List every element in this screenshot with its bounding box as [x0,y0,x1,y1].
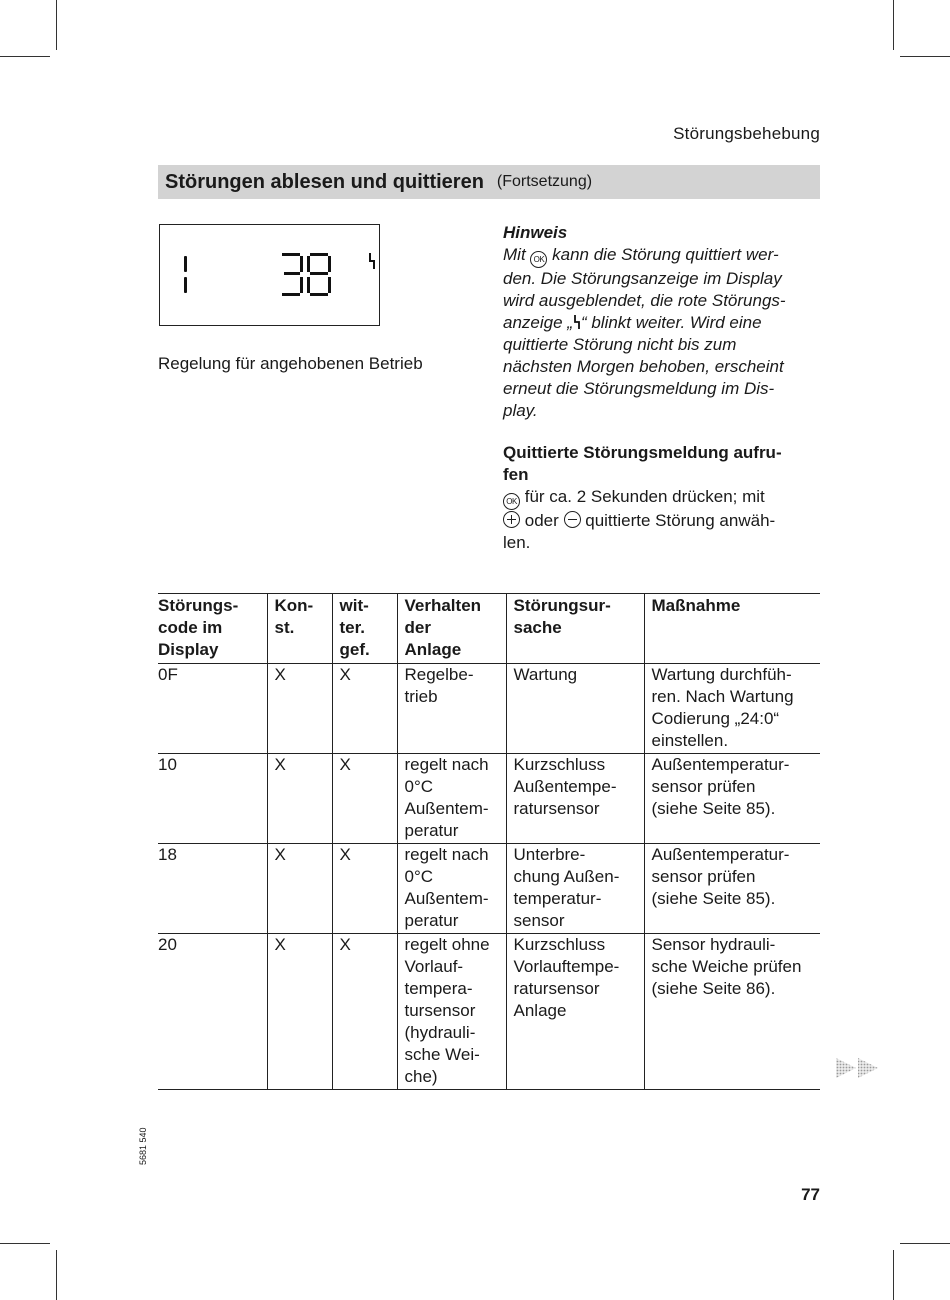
continue-arrows-icon [836,1057,878,1079]
recall-line: OK für ca. 2 Sekunden drücken; mit [503,486,823,510]
crop-mark [56,1250,57,1300]
doc-number-container [138,1127,150,1215]
cell-konst: X [267,934,332,1090]
cell-cause: Kurzschluss Vorlauftempe- ratursensor Anlage [506,934,644,1090]
page-title: Störungen ablesen und quittieren [165,170,484,193]
cell-behaviour: regelt nach 0°C Außentem- peratur [397,754,506,844]
cell-fault-code: 20 [158,935,177,954]
cell-fault-code: 10 [158,755,177,774]
note-block [503,222,823,422]
plus-button-icon [503,511,520,528]
fault-code-table [158,593,820,1090]
cell-witter-gef: X [332,934,397,1090]
ok-button-icon: OK [530,251,547,268]
title-bar [158,165,820,199]
cell-cause: Kurzschluss Außentempe- ratursensor [506,754,644,844]
cell-cause: Unterbre- chung Außen- temperatur- sensor [506,844,644,934]
fault-lightning-icon [370,253,374,269]
header-behaviour: Verhalten der Anlage [397,594,506,664]
note-line: Mit OK kann die Störung quittiert wer- [503,244,823,268]
table-row [158,754,820,844]
table-row [158,844,820,934]
recall-line: oder quittierte Störung anwäh- [503,510,823,532]
note-line: wird ausgeblendet, die rote Störungs- [503,291,786,310]
note-line: nächsten Morgen behoben, erscheint [503,357,784,376]
page-number: 77 [801,1185,820,1204]
display-caption: Regelung für angehobenen Betrieb [158,354,423,373]
header-action: Maßnahme [644,594,820,664]
ok-button-icon: OK [503,493,520,510]
cell-action: Außentemperatur- sensor prüfen (siehe Seite 85). [644,844,820,934]
cell-konst: X [267,664,332,754]
table-row [158,664,820,754]
title-continuation: (Fortsetzung) [496,173,593,190]
section-header: Störungsbehebung [673,124,820,143]
note-title: Hinweis [503,223,568,242]
cell-action: Außentemperatur- sensor prüfen (siehe Seite 85). [644,754,820,844]
recall-block [503,442,823,554]
recall-line: len. [503,533,531,552]
cell-witter-gef: X [332,844,397,934]
minus-button-icon [564,511,581,528]
recall-title: Quittierte Störungsmeldung aufru- [503,443,782,462]
crop-mark [900,56,950,57]
note-line: den. Die Störungsanzeige im Display [503,269,782,288]
table-row [158,934,820,1090]
crop-mark [893,1250,894,1300]
cell-cause: Wartung [506,664,644,754]
note-line: quittierte Störung nicht bis zum [503,335,737,354]
lcd-display [159,224,380,326]
lcd-left-digit [184,256,187,293]
cell-fault-code: 0F [158,665,178,684]
cell-behaviour: regelt nach 0°C Außentem- peratur [397,844,506,934]
crop-mark [893,0,894,50]
note-line: anzeige „ “ blinkt weiter. Wird eine [503,313,762,332]
header-konst: Kon- st. [267,594,332,664]
doc-number: 5681 540 [138,1127,148,1165]
cell-fault-code: 18 [158,845,177,864]
header-cause: Störungsur- sache [506,594,644,664]
lcd-value-digits [282,253,331,296]
crop-mark [0,1243,50,1244]
cell-behaviour: regelt ohne Vorlauf- tempera- tursensor (hydrauli- sche Wei- che) [397,934,506,1090]
cell-witter-gef: X [332,754,397,844]
note-line: play. [503,401,538,420]
cell-witter-gef: X [332,664,397,754]
header-witter-gef: wit- ter. gef. [332,594,397,664]
cell-action: Wartung durchfüh- ren. Nach Wartung Codierung „24:0“ einstellen. [644,664,820,754]
header-fault-code: Störungs- code im Display [158,596,239,659]
recall-title: fen [503,465,529,484]
cell-action: Sensor hydrauli- sche Weiche prüfen (siehe Seite 86). [644,934,820,1090]
crop-mark [56,0,57,50]
cell-konst: X [267,754,332,844]
note-line: erneut die Störungsmeldung im Dis- [503,379,775,398]
cell-behaviour: Regelbe- trieb [397,664,506,754]
fault-lightning-icon [573,314,581,330]
cell-konst: X [267,844,332,934]
crop-mark [0,56,50,57]
table-header-row [158,594,820,664]
crop-mark [900,1243,950,1244]
